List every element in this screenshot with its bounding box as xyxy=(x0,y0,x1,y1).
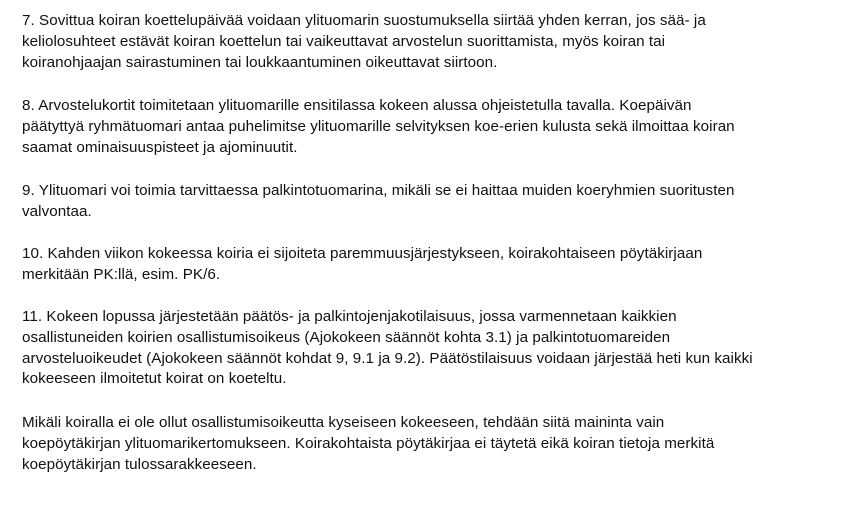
paragraph-line: koepöytäkirjan ylituomarikertomukseen. Koirakohtaista pöytäkirjaa ei täytetä eikä koiran tietoja merkitä xyxy=(22,434,715,452)
paragraph-line: koiranohjaajan sairastuminen tai loukkaantuminen oikeuttavat siirtoon. xyxy=(22,53,498,71)
paragraph-eligibility-note xyxy=(22,413,852,475)
paragraph-11 xyxy=(22,307,852,390)
paragraph-line: 7. Sovittua koiran koettelupäivää voidaan ylituomarin suostumuksella siirtää yhden kerran, jos sää- ja xyxy=(22,12,706,29)
paragraph-line: osallistuneiden koirien osallistumisoikeus (Ajokokeen säännöt kohta 3.1) ja palkintotuomareiden xyxy=(22,328,671,346)
paragraph-line: kokeeseen ilmoitetut koirat on koeteltu. xyxy=(22,370,287,388)
paragraph-line: arvosteluoikeudet (Ajokokeen säännöt kohdat 9, 9.1 ja 9.2). Päätöstilaisuus voidaan järjestää heti kun kaikki xyxy=(22,349,753,367)
paragraph-line: valvontaa. xyxy=(22,202,92,220)
paragraph-line: päätyttyä ryhmätuomari antaa puhelimitse ylituomarille selvityksen koe-erien kulusta sekä ilmoittaa koiran xyxy=(22,117,735,135)
paragraph-line: merkitään PK:llä, esim. PK/6. xyxy=(22,265,221,283)
paragraph-9 xyxy=(22,181,852,223)
paragraph-8 xyxy=(22,96,852,158)
paragraph-line: saamat ominaisuuspisteet ja ajominuutit. xyxy=(22,138,298,156)
paragraph-line: koepöytäkirjan tulossarakkeeseen. xyxy=(22,455,257,473)
paragraph-line: 8. Arvostelukortit toimitetaan ylituomarille ensitilassa kokeen alussa ohjeistetulla tavalla. Koepäivän xyxy=(22,97,692,114)
paragraph-line: Mikäli koiralla ei ole ollut osallistumisoikeutta kyseiseen kokeeseen, tehdään siitä maininta vain xyxy=(22,414,665,431)
paragraph-10 xyxy=(22,244,852,286)
paragraph-line: 11. Kokeen lopussa järjestetään päätös- ja palkintojenjakotilaisuus, jossa varmennetaan kaikkien xyxy=(22,308,677,325)
paragraph-line: 10. Kahden viikon kokeessa koiria ei sijoiteta paremmuusjärjestykseen, koirakohtaiseen pöytäkirjaan xyxy=(22,245,703,262)
paragraph-7 xyxy=(22,11,852,73)
paragraph-line: 9. Ylituomari voi toimia tarvittaessa palkintotuomarina, mikäli se ei haittaa muiden koeryhmien suoritusten xyxy=(22,182,735,199)
paragraph-line: keliolosuhteet estävät koiran koettelun tai vaikeuttavat arvostelun suorittamista, myös koiran tai xyxy=(22,32,666,50)
